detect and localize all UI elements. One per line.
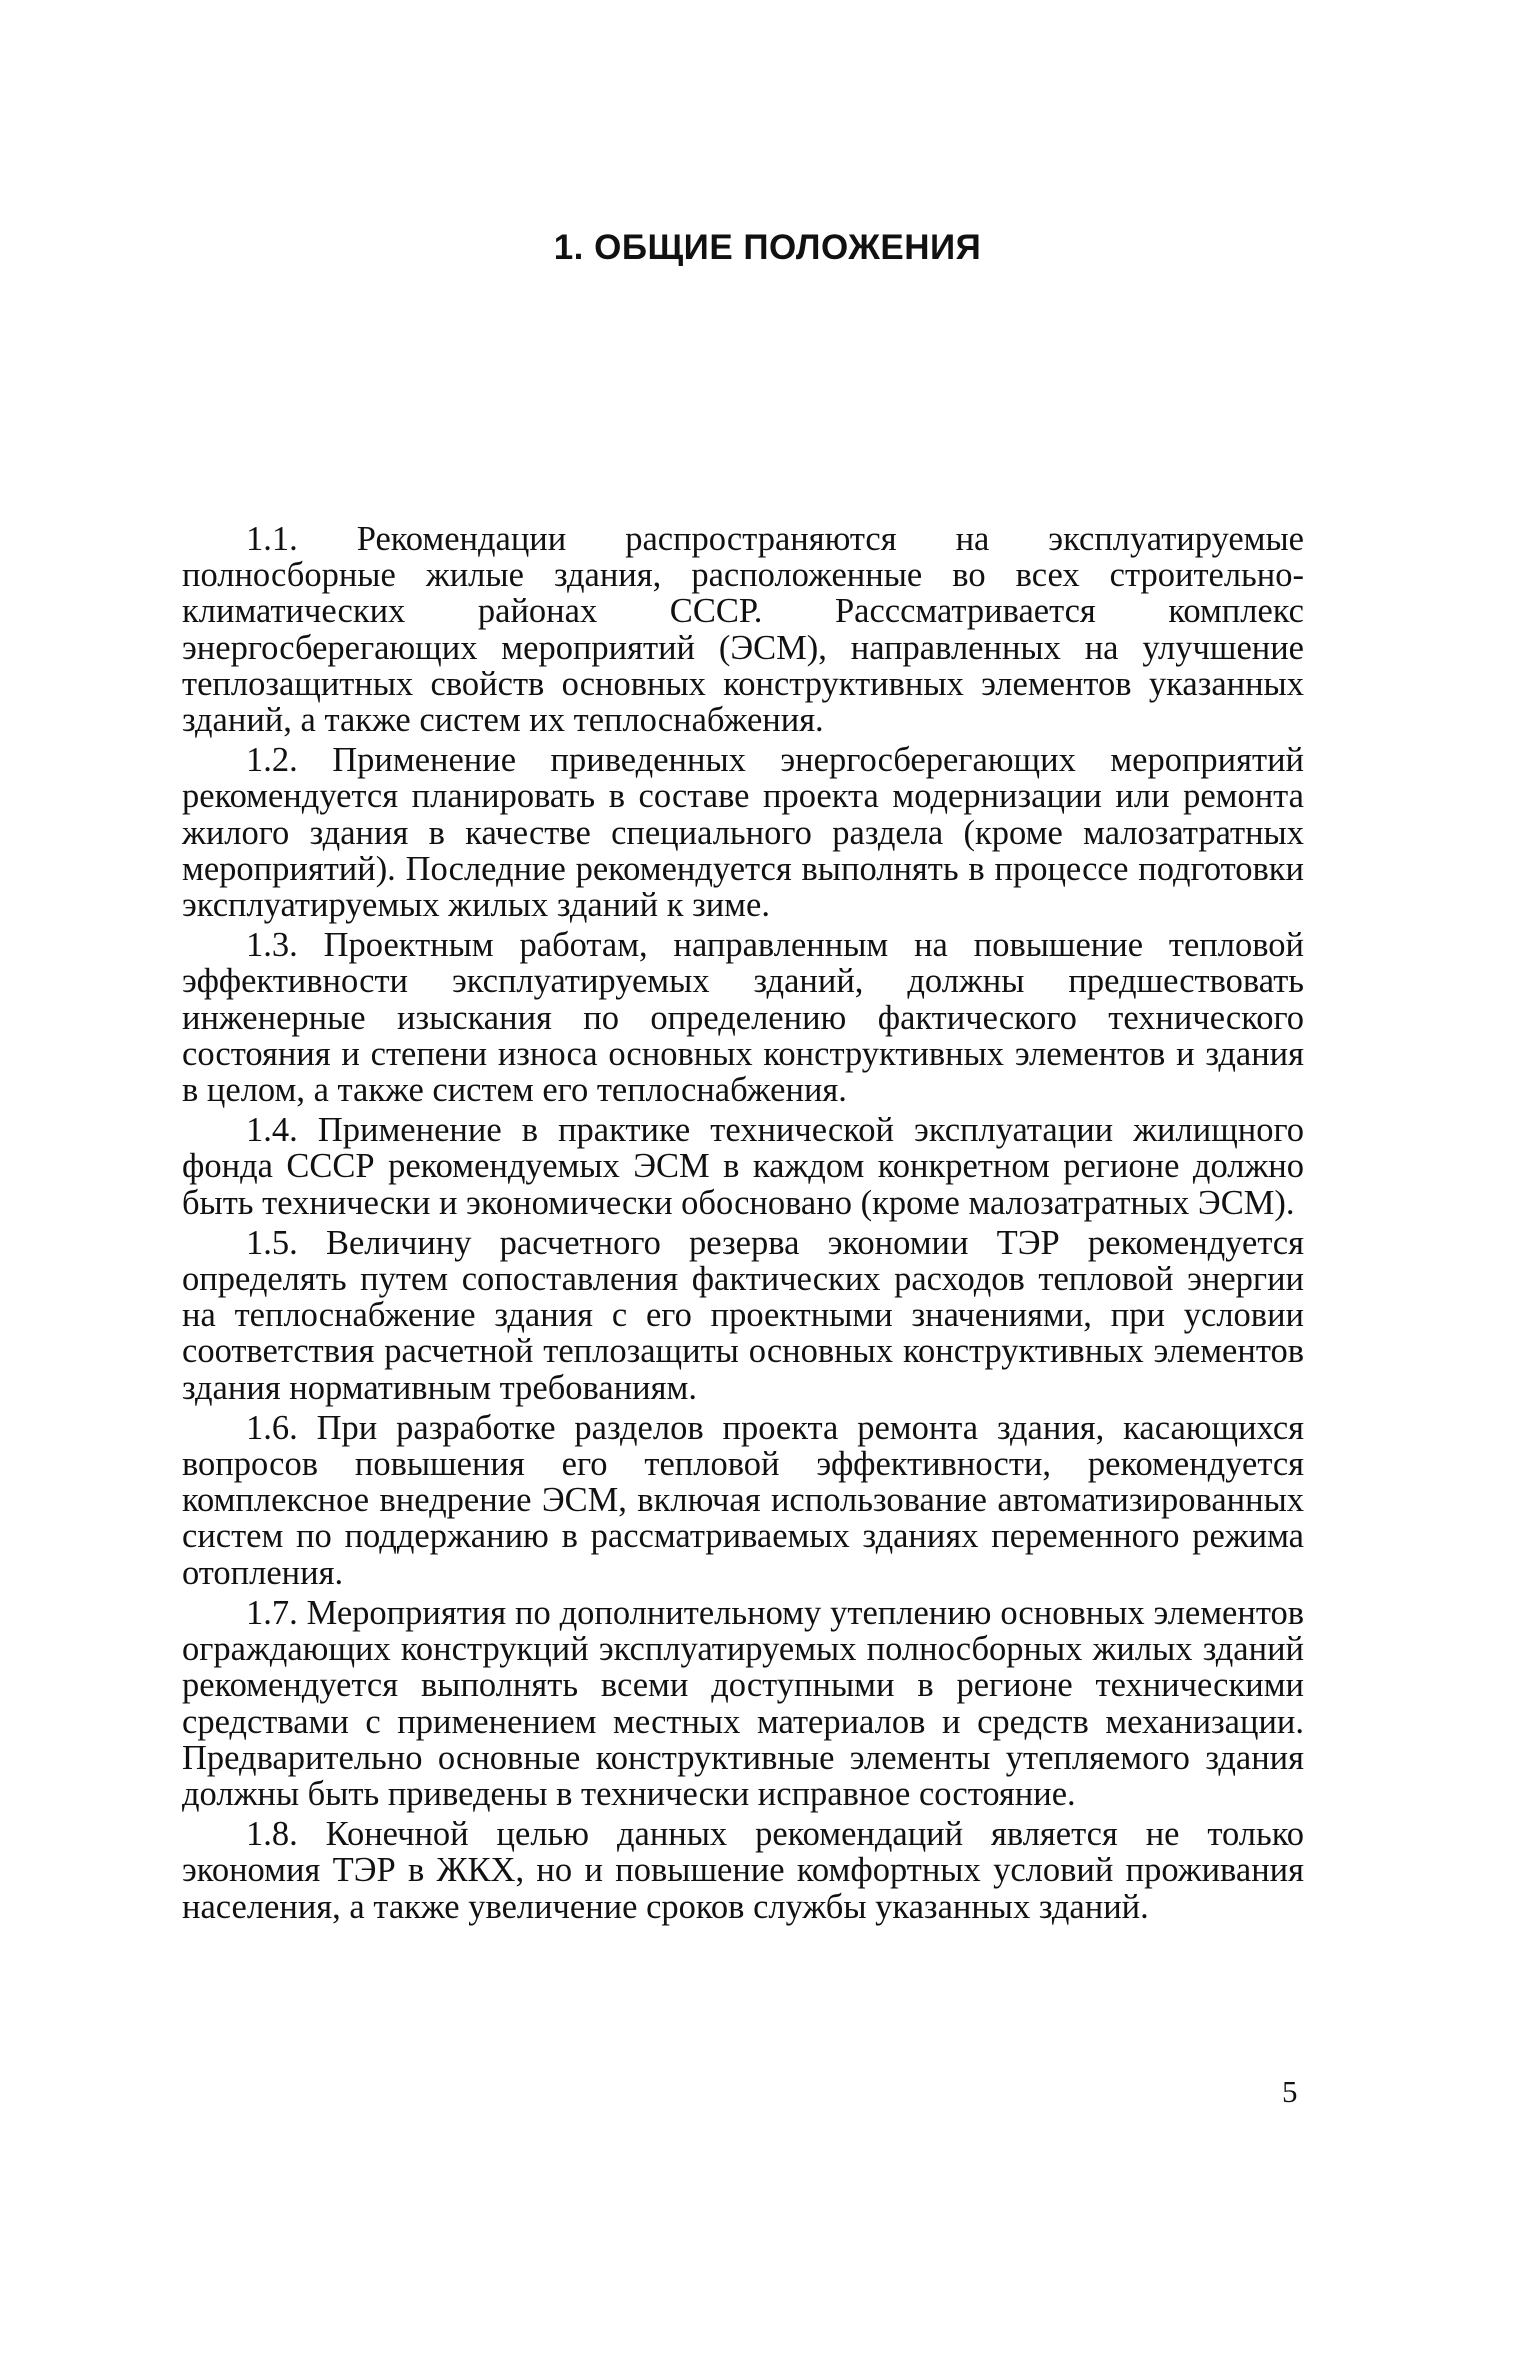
paragraph-text: Рекомендации распространяются на эксплуатируемые полносборные жилые здания, расположенные во всех строительно-климатических районах СССР. Расссматривается комплекс энергосберегающих мероприятий (ЭСМ), направленных на улучшение теплозащитных свойств основных конструктивных элементов указанных зданий, а также систем их теплоснабжения. bbox=[182, 520, 1304, 740]
paragraph-1-4 bbox=[182, 1112, 1304, 1221]
paragraph-number: 1.5. bbox=[246, 1223, 298, 1262]
paragraph-number: 1.1. bbox=[246, 520, 298, 558]
paragraph-1-3 bbox=[182, 927, 1304, 1108]
paragraph-number: 1.4. bbox=[246, 1111, 298, 1150]
section-title: 1. ОБЩИЕ ПОЛОЖЕНИЯ bbox=[553, 228, 982, 267]
paragraph-number: 1.7. bbox=[246, 1593, 298, 1632]
paragraph-1-6 bbox=[182, 1410, 1304, 1591]
page-number: 5 bbox=[1282, 2074, 1298, 2109]
paragraph-number: 1.8. bbox=[246, 1815, 298, 1854]
paragraph-text: Конечной целью данных рекомендаций является не только экономия ТЭР в ЖКХ, но и повышение комфортных условий проживания населения, а также увеличение сроков службы указанных зданий. bbox=[182, 1815, 1304, 1926]
paragraph-number: 1.3. bbox=[246, 926, 298, 965]
paragraph-text: Проектным работам, направленным на повышение тепловой эффективности эксплуатируемых зданий, должны предшествовать инженерные изыскания по определению фактического технического состояния и степени износа основных конструктивных элементов и здания в целом, а также систем его теплоснабжения. bbox=[182, 926, 1304, 1110]
paragraph-text: Применение в практике технической эксплуатации жилищного фонда СССР рекомендуемых ЭСМ в каждом конкретном регионе должно быть технически и экономически обосновано (кроме малозатратных ЭСМ). bbox=[182, 1111, 1305, 1222]
paragraph-1-8 bbox=[182, 1816, 1304, 1925]
body-text bbox=[182, 521, 1304, 1929]
paragraph-1-1 bbox=[182, 521, 1304, 738]
paragraph-1-2 bbox=[182, 742, 1304, 923]
paragraph-text: Мероприятия по дополнительному утеплению основных элементов ограждающих конструкций эксплуатируемых полносборных жилых зданий рекомендуется выполнять всеми доступными в регионе техническими средствами с применением местных материалов и средств механизации. Предварительно основные конструктивные элементы утепляемого здания должны быть приведены в технически исправное состояние. bbox=[182, 1593, 1304, 1813]
paragraph-text: Величину расчетного резерва экономии ТЭР рекомендуется определять путем сопоставления фактических расходов тепловой энергии на теплоснабжение здания с его проектными значениями, при условии соответствия расчетной теплозащиты основных конструктивных элементов здания нормативным требованиям. bbox=[182, 1223, 1304, 1407]
paragraph-number: 1.6. bbox=[246, 1408, 298, 1447]
paragraph-text: Применение приведенных энергосберегающих мероприятий рекомендуется планировать в составе проекта модернизации или ремонта жилого здания в качестве специального раздела (кроме малозатратных мероприятий). Последние рекомендуется выполнять в процессе подготовки эксплуатируемых жилых зданий к зиме. bbox=[182, 741, 1305, 925]
paragraph-text: При разработке разделов проекта ремонта здания, касающихся вопросов повышения его тепловой эффективности, рекомендуется комплексное внедрение ЭСМ, включая использование автоматизированных систем по поддержанию в рассматриваемых зданиях переменного режима отопления. bbox=[182, 1408, 1305, 1592]
paragraph-number: 1.2. bbox=[246, 741, 298, 780]
paragraph-1-7 bbox=[182, 1595, 1304, 1812]
paragraph-1-5 bbox=[182, 1225, 1304, 1406]
